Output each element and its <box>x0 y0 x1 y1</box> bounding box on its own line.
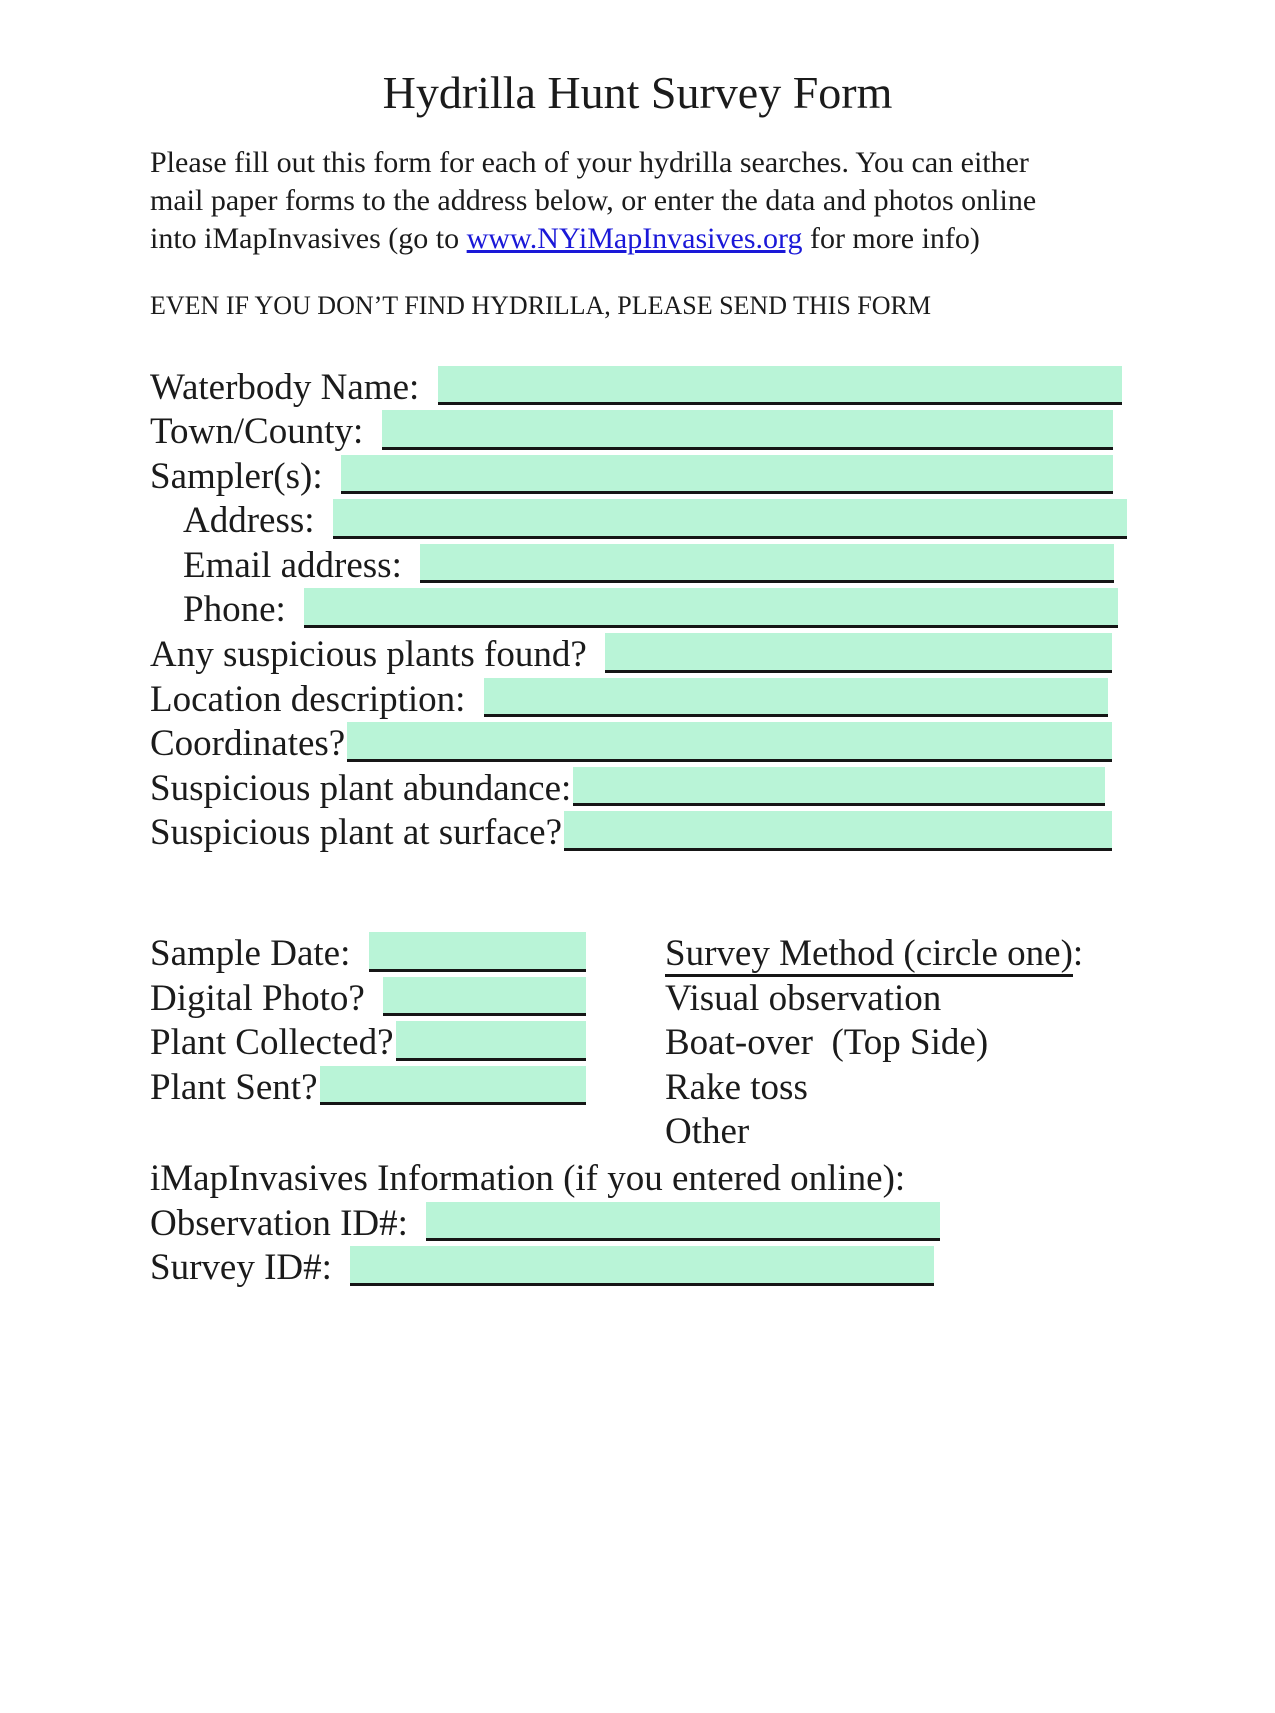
plant-abundance-label: Suspicious plant abundance: <box>150 767 572 809</box>
location-description-blank[interactable] <box>484 678 1108 718</box>
plant-collected-row <box>0 1021 586 1066</box>
coordinates-blank[interactable] <box>347 722 1112 762</box>
location-description-row <box>0 678 1108 723</box>
digital-photo-blank[interactable] <box>383 977 586 1017</box>
town-county-blank[interactable] <box>382 410 1113 450</box>
town-county-row <box>0 410 1113 455</box>
main-field-rows <box>0 366 1275 857</box>
sample-date-label: Sample Date: <box>150 933 360 975</box>
phone-blank[interactable] <box>304 588 1118 628</box>
digital-photo-label: Digital Photo? <box>150 977 375 1019</box>
plant-at-surface-blank[interactable] <box>564 811 1112 851</box>
survey-method-column <box>665 932 1083 1155</box>
town-county-label: Town/County: <box>150 411 373 453</box>
address-label: Address: <box>183 500 324 542</box>
sample-date-row <box>0 932 586 977</box>
coordinates-label: Coordinates? <box>150 723 346 765</box>
email-address-row <box>0 544 1114 589</box>
intro-line-3-suffix: for more info) <box>802 221 980 255</box>
samplers-label: Sampler(s): <box>150 455 332 497</box>
phone-label: Phone: <box>183 589 296 631</box>
sample-date-blank[interactable] <box>369 932 586 972</box>
survey-id-blank[interactable] <box>350 1246 934 1286</box>
samplers-blank[interactable] <box>341 455 1113 495</box>
location-description-label: Location description: <box>150 678 475 720</box>
email-address-label: Email address: <box>183 544 412 586</box>
survey-method-heading-colon: : <box>1072 933 1084 975</box>
plant-abundance-row <box>0 767 1105 812</box>
coordinates-row <box>0 722 1112 767</box>
survey-method-option-boat-over: Boat-over (Top Side) <box>665 1022 989 1064</box>
imap-information-heading: iMapInvasives Information (if you entered online): <box>150 1158 906 1199</box>
observation-id-row <box>0 1202 940 1247</box>
intro-paragraph <box>150 144 1185 258</box>
observation-id-label: Observation ID#: <box>150 1202 418 1244</box>
samplers-row <box>0 455 1113 500</box>
digital-photo-row <box>0 977 586 1022</box>
survey-method-heading <box>665 932 1083 977</box>
survey-id-row <box>0 1246 934 1291</box>
address-blank[interactable] <box>333 499 1127 539</box>
survey-method-option-visual: Visual observation <box>665 977 942 1019</box>
suspicious-plants-found-row <box>0 633 1112 678</box>
intro-line-1: Please fill out this form for each of your hydrilla searches. You can either <box>150 145 1029 179</box>
waterbody-name-blank[interactable] <box>438 366 1122 406</box>
address-row <box>0 499 1127 544</box>
waterbody-name-label: Waterbody Name: <box>150 366 429 408</box>
sample-fields-column <box>0 932 586 1155</box>
suspicious-plants-found-label: Any suspicious plants found? <box>150 634 597 676</box>
imap-id-rows <box>0 1202 1275 1291</box>
intro-line-2: mail paper forms to the address below, or enter the data and photos online <box>150 183 1037 217</box>
plant-sent-row <box>0 1066 586 1111</box>
survey-method-option-other: Other <box>665 1111 750 1153</box>
plant-sent-blank[interactable] <box>320 1066 586 1106</box>
plant-collected-blank[interactable] <box>396 1021 586 1061</box>
intro-line-3-prefix: into iMapInvasives (go to <box>150 221 467 255</box>
page-title: Hydrilla Hunt Survey Form <box>382 67 893 118</box>
email-address-blank[interactable] <box>420 544 1114 584</box>
sample-and-method-section <box>0 932 1275 1155</box>
waterbody-name-row <box>0 366 1122 411</box>
plant-at-surface-label: Suspicious plant at surface? <box>150 812 563 854</box>
survey-method-heading-text: Survey Method (circle one) <box>665 933 1073 977</box>
suspicious-plants-found-blank[interactable] <box>605 633 1112 673</box>
survey-id-label: Survey ID#: <box>150 1247 342 1289</box>
survey-method-option-rake-toss: Rake toss <box>665 1066 808 1108</box>
plant-sent-label: Plant Sent? <box>150 1066 318 1108</box>
intro-line-3 <box>150 220 1185 258</box>
survey-form-page <box>0 64 1275 1713</box>
plant-collected-label: Plant Collected? <box>150 1022 394 1064</box>
send-form-notice: EVEN IF YOU DON’T FIND HYDRILLA, PLEASE SEND THIS FORM <box>150 290 931 320</box>
plant-at-surface-row <box>0 811 1112 856</box>
imapinvasives-link[interactable]: www.NYiMapInvasives.org <box>466 221 803 255</box>
observation-id-blank[interactable] <box>426 1202 940 1242</box>
plant-abundance-blank[interactable] <box>573 767 1105 807</box>
phone-row <box>0 588 1118 633</box>
